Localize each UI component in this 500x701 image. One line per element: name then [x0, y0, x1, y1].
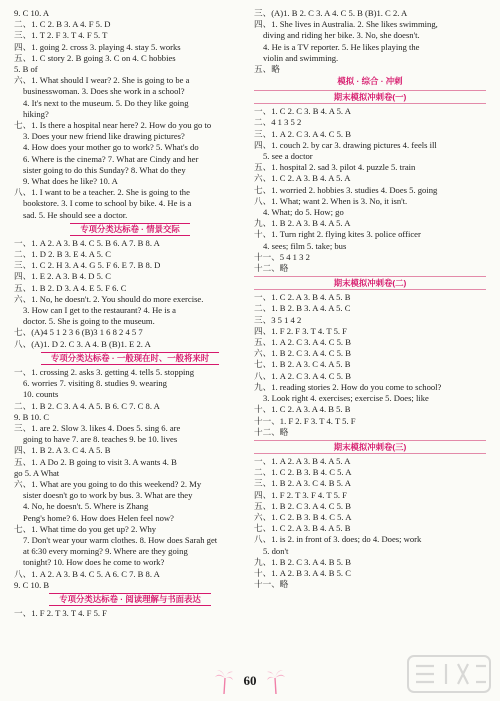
answer-line: 三、1. T 2. F 3. T 4. F 5. T [14, 30, 108, 41]
answer-line: 十、1. Turn right 2. flying kites 3. police officer [254, 229, 421, 240]
answer-line: 六、1. C 2. B 3. B 4. C 5. A [254, 511, 352, 522]
part-title: 模拟 · 综合 · 冲刺 [337, 76, 403, 87]
answer-line: 七、1. worried 2. hobbies 3. studies 4. Does 5. going [254, 184, 438, 195]
section-title-text: 专项分类达标卷 · 一般现在时、一般将来时 [41, 352, 219, 365]
answer-line: 六、1. What are you going to do this weekend? 2. My [14, 478, 202, 489]
answer-line: 二、1. C 2. B 3. A 4. F 5. D [14, 19, 111, 30]
answer-line: 八、1. A 2. A 3. B 4. C 5. A 6. C 7. B 8. A [14, 568, 160, 579]
answer-line: 3. Does your new friend like drawing pictures? [23, 131, 185, 142]
answer-line: 七、1. What time do you get up? 2. Why [14, 523, 157, 534]
answer-line: 三、(A)1. B 2. C 3. A 4. C 5. B (B)1. C 2. A [254, 8, 408, 18]
answer-line: 十二、略 [254, 426, 289, 437]
answer-line: 二、1. B 2. C 3. A 4. A 5. B 6. C 7. C 8. A [14, 400, 160, 411]
answer-line: 六、1. No, he doesn't. 2. You should do more exercise. [14, 293, 204, 304]
answer-line: 八、1. is 2. in front of 3. does; do 4. Does; work [254, 534, 422, 545]
answer-line: hiking? [23, 108, 49, 119]
answer-line: 7. Don't wear your warm clothes. 8. How does Sarah get [23, 534, 218, 545]
section-title-text: 专项分类达标卷 · 情景交际 [70, 223, 190, 236]
answer-line: 八、1. A 2. C 3. A 4. C 5. B [254, 370, 351, 381]
answer-line: 五、1. A Do 2. B going to visit 3. A wants 4. B [14, 456, 177, 467]
answer-line: 9. C 10. B [14, 579, 50, 590]
answer-line: 4. How does your mother go to work? 5. What's do [23, 142, 199, 153]
answer-line: 九、1. B 2. C 3. A 4. B 5. B [254, 556, 351, 567]
exam-title: 期末模拟冲刺卷(二) [254, 276, 486, 290]
answer-line: 4. He is a TV reporter. 5. He likes playing the [263, 41, 420, 52]
answer-line: 4. No, he doesn't. 5. Where is Zhang [23, 501, 149, 512]
page-number: 60 [243, 673, 257, 688]
answer-line: bookstore. 3. I come to school by bike. 4. He is a [23, 198, 192, 209]
section-title [14, 222, 246, 237]
answer-line: 五、1. C story 2. B going 3. C on 4. C hobbies [14, 52, 176, 63]
answer-line: 4. It's next to the museum. 5. Do they like going [23, 97, 189, 108]
answer-line: 9. What does he like? 10. A [23, 176, 118, 187]
answer-line: 五、1. B 2. C 3. A 4. C 5. B [254, 500, 351, 511]
answer-line: tonight? 10. How does he come to work? [23, 557, 165, 568]
answer-line: sister going to do this Sunday? 8. What do they [23, 164, 186, 175]
answer-line: 二、1. C 2. B 3. B 4. C 5. A [254, 467, 352, 478]
answer-line: 三、3 5 1 4 2 [254, 314, 302, 325]
answer-line: 十一、略 [254, 579, 289, 590]
answer-line: 四、1. E 2. A 3. B 4. D 5. C [14, 271, 111, 282]
answer-line: at 6:30 every morning? 9. Where are they going [23, 546, 188, 557]
answer-line: 5. B of [14, 64, 38, 75]
answer-line: 一、1. A 2. A 3. B 4. C 5. B 6. A 7. B 8. A [14, 237, 160, 248]
section-title [14, 351, 246, 366]
answer-line: 一、1. A 2. A 3. B 4. A 5. A [254, 455, 351, 466]
answer-line: 一、1. F 2. T 3. T 4. F 5. F [14, 607, 107, 618]
answer-line: 二、4 1 3 5 2 [254, 117, 302, 128]
answer-line: 4. sees; film 5. take; bus [263, 240, 347, 251]
answer-line: 三、1. B 2. A 3. C 4. B 5. A [254, 478, 351, 489]
answer-line: 七、1. Is there a hospital near here? 2. How do you go to [14, 120, 212, 131]
answer-line: 五、略 [254, 64, 280, 75]
answer-line: 四、1. F 2. T 3. F 4. T 5. F [254, 489, 347, 500]
section-title [14, 592, 246, 607]
answer-line: 八、1. I want to be a teacher. 2. She is going to the [14, 187, 190, 198]
answer-line: 五、1. A 2. C 3. A 4. C 5. B [254, 337, 351, 348]
answer-line: violin and swimming. [263, 52, 339, 63]
answer-line: businesswoman. 3. Does she work in a school? [23, 86, 185, 97]
answer-line: 五、1. B 2. D 3. A 4. E 5. F 6. C [14, 282, 127, 293]
answer-line: 4. What; do 5. How; go [263, 207, 344, 218]
answer-line: 三、1. C 2. H 3. A 4. G 5. F 6. E 7. B 8. D [14, 260, 161, 271]
watermark-logo [406, 652, 492, 696]
answer-line: 二、1. D 2. B 3. E 4. A 5. C [14, 249, 111, 260]
answer-line: 三、1. A 2. C 3. A 4. C 5. B [254, 128, 351, 139]
answer-line: 5. see a doctor [263, 151, 313, 162]
answer-line: 九、1. reading stories 2. How do you come to school? [254, 381, 442, 392]
answer-line: 十一、1. F 2. F 3. T 4. T 5. F [254, 415, 356, 426]
answer-line: 3. Look right 4. exercises; exercise 5. Does; like [263, 393, 429, 404]
answer-line: 6. worries 7. visiting 8. studies 9. wearing [23, 378, 167, 389]
answer-line: 四、1. F 2. F 3. T 4. T 5. F [254, 325, 347, 336]
answer-line: 四、1. going 2. cross 3. playing 4. stay 5. works [14, 41, 181, 52]
answer-line: 七、(A)4 5 1 2 3 6 (B)3 1 6 8 2 4 5 7 [14, 327, 143, 338]
answer-line: 六、1. C 2. A 3. B 4. A 5. A [254, 173, 351, 184]
answer-line: doctor. 5. She is going to the museum. [23, 316, 155, 327]
section-title-text: 专项分类达标卷 · 阅读理解与书面表达 [49, 593, 210, 606]
answer-line: sad. 5. He should see a doctor. [23, 209, 128, 220]
answer-line: 四、1. couch 2. by car 3. drawing pictures 4. feels ill [254, 139, 437, 150]
answer-line: 十一、5 4 1 3 2 [254, 251, 310, 262]
answer-line: 一、1. crossing 2. asks 3. getting 4. tells 5. stopping [14, 366, 194, 377]
answer-line: 9. C 10. A [14, 8, 50, 18]
right-column [254, 8, 486, 590]
answer-line: 八、1. What; want 2. When is 3. No, it isn't. [254, 195, 408, 206]
answer-line: 6. Where is the cinema? 7. What are Cindy and her [23, 153, 199, 164]
answer-line: 二、1. B 2. B 3. A 4. A 5. C [254, 303, 351, 314]
answer-line: going to have 7. are 8. teaches 9. be 10. lives [23, 434, 178, 445]
answer-line: 10. counts [23, 389, 59, 400]
answer-line: 3. How can I get to the restaurant? 4. He is a [23, 305, 176, 316]
answer-line: 七、1. B 2. A 3. C 4. A 5. B [254, 359, 351, 370]
exam-title: 期末模拟冲刺卷(三) [254, 440, 486, 454]
answer-line: 九、1. B 2. A 3. B 4. A 5. A [254, 218, 351, 229]
answer-line: 八、(A)1. D 2. C 3. A 4. B (B)1. E 2. A [14, 338, 151, 349]
answer-line: 五、1. hospital 2. sad 3. pilot 4. puzzle 5. train [254, 162, 416, 173]
answer-line: 十、1. C 2. A 3. A 4. B 5. B [254, 404, 351, 415]
answer-line: 四、1. B 2. A 3. C 4. A 5. B [14, 445, 111, 456]
exam-title: 期末模拟冲刺卷(一) [254, 90, 486, 104]
answer-line: 六、1. What should I wear? 2. She is going to be a [14, 75, 190, 86]
answer-line: go 5. A What [14, 467, 60, 478]
answer-line: Peng's home? 6. How does Helen feel now? [23, 512, 174, 523]
answer-line: 一、1. C 2. C 3. B 4. A 5. A [254, 106, 351, 117]
answer-line: 一、1. C 2. A 3. B 4. A 5. B [254, 292, 351, 303]
answer-line: 十、1. A 2. B 3. A 4. B 5. C [254, 567, 351, 578]
answer-line: 六、1. B 2. C 3. A 4. C 5. B [254, 348, 351, 359]
answer-line: sister doesn't go to work by bus. 3. What are they [23, 490, 193, 501]
answer-line: 5. don't [263, 545, 289, 556]
answer-line: 四、1. She lives in Australia. 2. She likes swimming, [254, 19, 438, 30]
answer-line: diving and riding her bike. 3. No, she doesn't. [263, 30, 420, 41]
left-column [14, 8, 246, 619]
answer-line: 三、1. are 2. Slow 3. likes 4. Does 5. sing 6. are [14, 422, 181, 433]
answer-line: 9. B 10. C [14, 411, 50, 422]
answer-line: 十二、略 [254, 263, 289, 274]
answer-line: 七、1. C 2. A 3. B 4. A 5. B [254, 523, 351, 534]
